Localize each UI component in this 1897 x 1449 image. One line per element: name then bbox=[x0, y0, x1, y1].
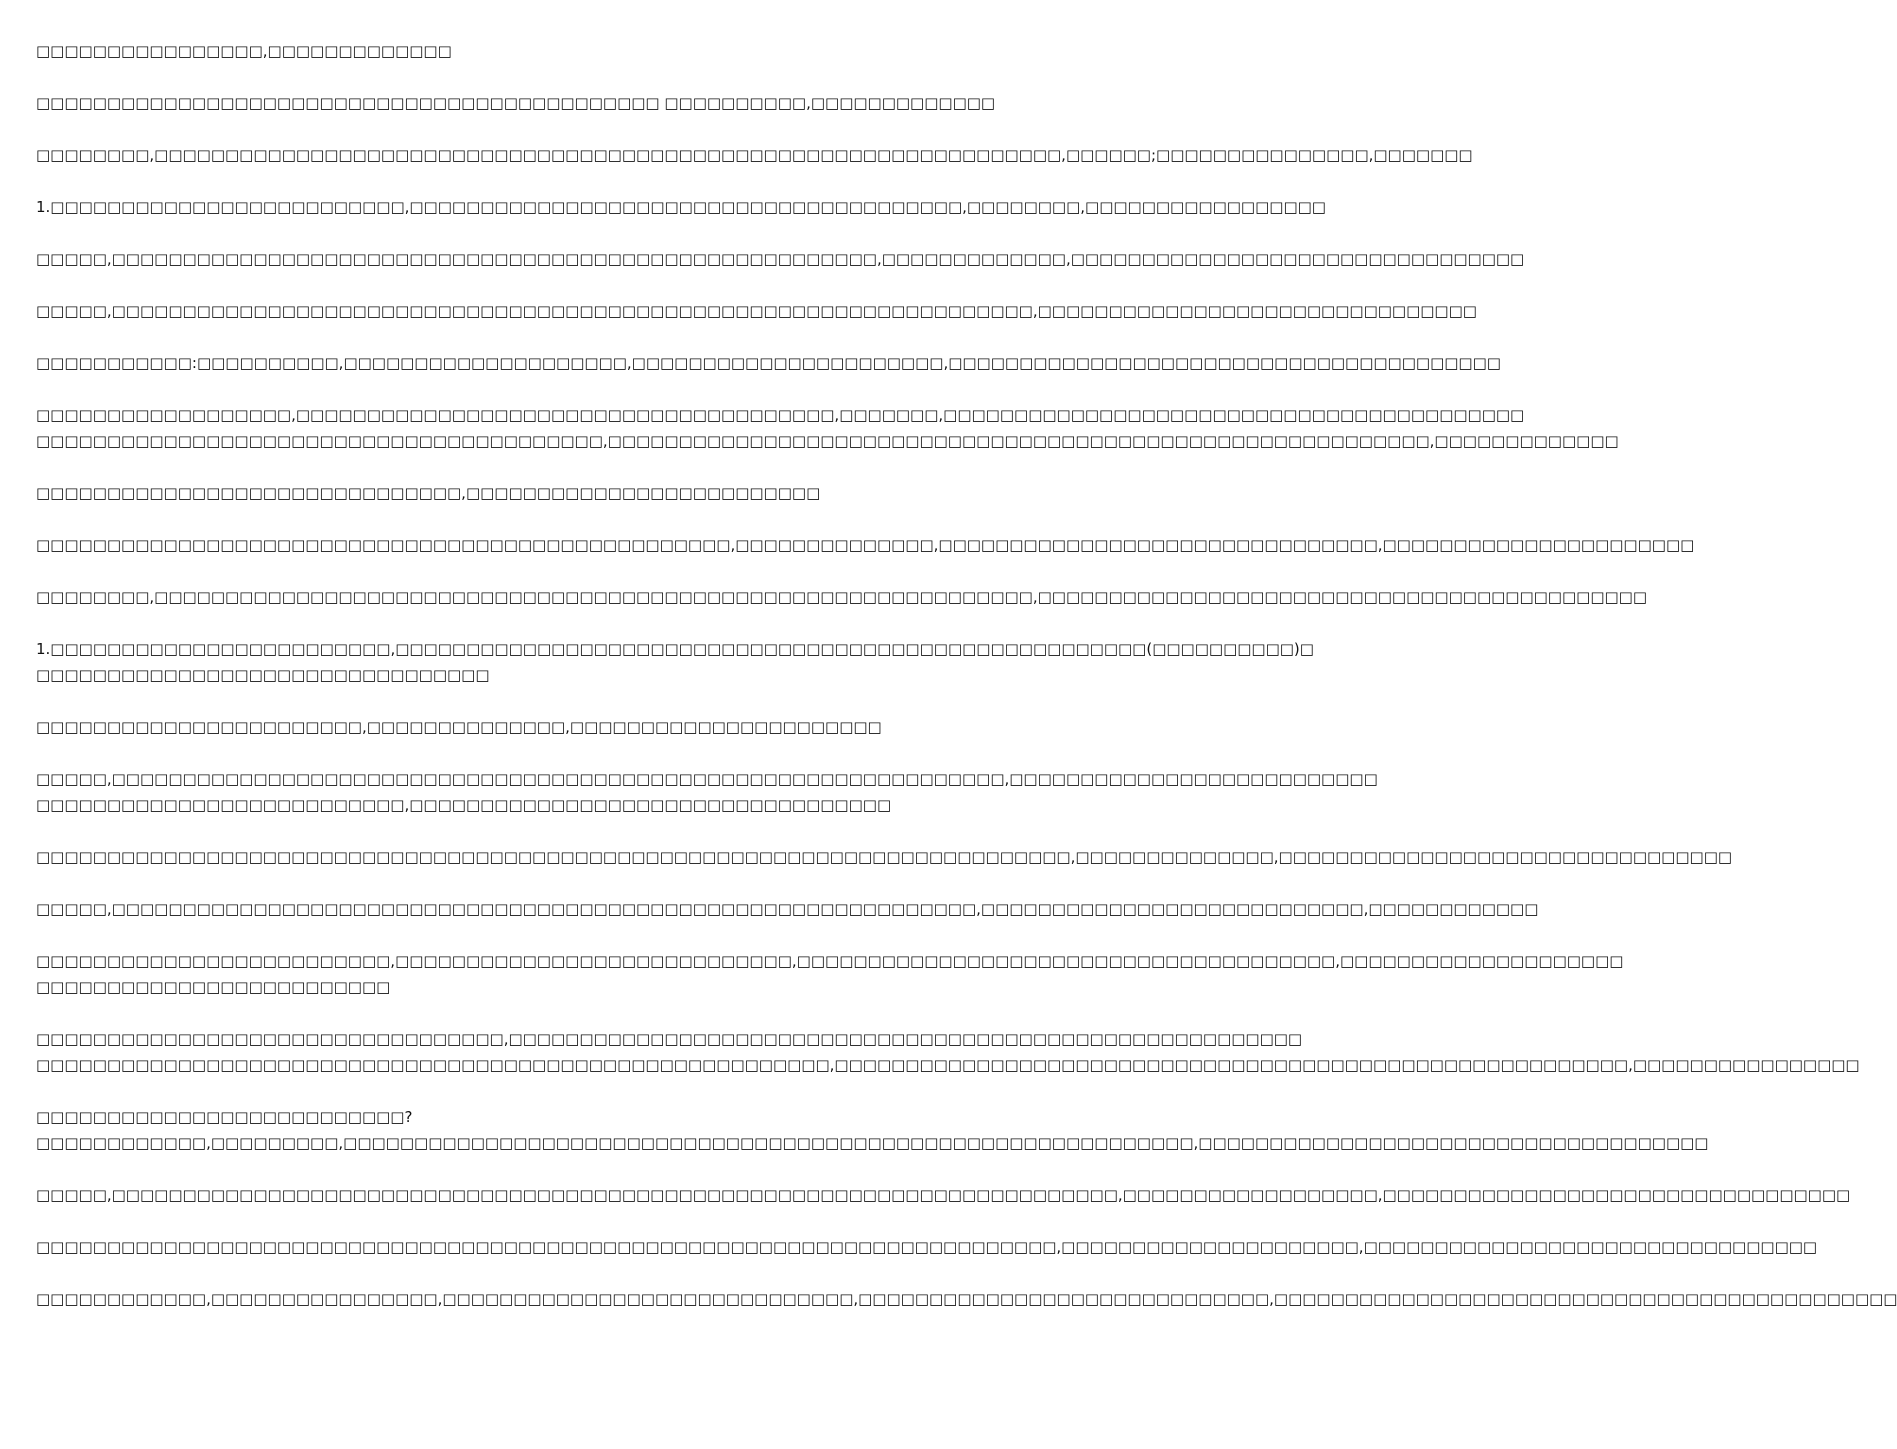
paragraph-line: □□□□□□□□□□□□□□□□□□□□□□□□□□□□□□□□□□□□□□□□,□□□□□□□□□□□□□□□□□□□□□□□□□□□□□□□□□□□□□□□□□□□□□□□□□□□□□□□□□□,□□□□□□□□□□□□□ bbox=[36, 432, 1619, 450]
paragraph-line: □□□□□□□□□□□□,□□□□□□□□□,□□□□□□□□□□□□□□□□□□□□□□□□□□□□□□□□□□□□□□□□□□□□□□□□□□□□□□□□□□□□,□□□□□□□□□□□□□□□□□□□□□□□□□□□□□□□□□□□□ bbox=[36, 1134, 1709, 1152]
paragraph-line: □□□□□□□□□□□□□□□□□□□□□□□□□□□□□□□□□□□□□□□□□□□□ □□□□□□□□□□,□□□□□□□□□□□□□ bbox=[36, 94, 996, 112]
paragraph bbox=[36, 636, 1314, 688]
paragraph-line: □□□□□□□□□□□□□□□□□□□□□□□□□□□□□□,□□□□□□□□□□□□□□□□□□□□□□□□□ bbox=[36, 484, 821, 502]
paragraph-line: □□□□□□□□□□□□□□□□□□□□□□□□□□□□□□□□□□□□□□□□□□□□□□□□□□□□□□□□□□□□□□□□□□□□□□□□,□□□□□□□□□□□□□□□□□□□□□,□□□□□□□□□□□□□□□□□□□□□□□□□□□□□□□□ bbox=[36, 1238, 1818, 1256]
paragraph-line: □□□□□□□□□□□□□□□□□□□□□□□,□□□□□□□□□□□□□□,□□□□□□□□□□□□□□□□□□□□□□ bbox=[36, 718, 882, 736]
paragraph bbox=[36, 298, 1477, 324]
paragraph-line: □□□□□,□□□□□□□□□□□□□□□□□□□□□□□□□□□□□□□□□□□□□□□□□□□□□□□□□□□□□□,□□□□□□□□□□□□□,□□□□□□□□□□□□□□□□□□□□□□□□□□□□□□□□ bbox=[36, 250, 1525, 268]
paragraph-line: □□□□□□□□□□□□□□□□□□□□□□□□□□□□□□□□□,□□□□□□□□□□□□□□□□□□□□□□□□□□□□□□□□□□□□□□□□□□□□□□□□□□□□□□□□ bbox=[36, 1030, 1303, 1048]
paragraph bbox=[36, 948, 1624, 1000]
paragraph-line: □□□□□□□□□□□:□□□□□□□□□□,□□□□□□□□□□□□□□□□□□□□,□□□□□□□□□□□□□□□□□□□□□□,□□□□□□□□□□□□□□□□□□□□□□□□□□□□□□□□□□□□□□□ bbox=[36, 354, 1501, 372]
paragraph-line: 1.□□□□□□□□□□□□□□□□□□□□□□□□□,□□□□□□□□□□□□□□□□□□□□□□□□□□□□□□□□□□□□□□□,□□□□□□□□,□□□□□□□□□□□□□□□□□ bbox=[36, 198, 1326, 216]
paragraph bbox=[36, 532, 1695, 558]
document-body bbox=[36, 38, 1897, 1312]
paragraph-line: □□□□□□□□□□□□□□□□□□□□□□□□□□□□□□□□□□□□□□□□□□□□□□□□□,□□□□□□□□□□□□□□,□□□□□□□□□□□□□□□□□□□□□□□□□□□□□□□,□□□□□□□□□□□□□□□□□□□□□□ bbox=[36, 536, 1695, 554]
paragraph-line: □□□□□□□□□□□□□□□□□□□□□□□□□□□□□□□□ bbox=[36, 666, 490, 684]
paragraph bbox=[36, 896, 1539, 922]
paragraph bbox=[36, 766, 1378, 818]
paragraph-line: □□□□□□□□□□□□□□□□□□□□□□□□□,□□□□□□□□□□□□□□□□□□□□□□□□□□□□,□□□□□□□□□□□□□□□□□□□□□□□□□□□□□□□□□□□□□□,□□□□□□□□□□□□□□□□□□□□ bbox=[36, 952, 1624, 970]
paragraph-line: □□□□□□□□□□□□□□□□□□□□□□□□□□? bbox=[36, 1108, 413, 1126]
paragraph bbox=[36, 350, 1501, 376]
paragraph bbox=[36, 402, 1619, 454]
paragraph bbox=[36, 38, 990, 64]
paragraph-line: 1.□□□□□□□□□□□□□□□□□□□□□□□□,□□□□□□□□□□□□□□□□□□□□□□□□□□□□□□□□□□□□□□□□□□□□□□□□□□□□□(□□□□□□□□□□)□ bbox=[36, 640, 1314, 658]
paragraph-line: □□□□□□□□□□□□□□□□□□□□□□□□□□□□□□□□□□□□□□□□□□□□□□□□□□□□□□□□□□□□□□□□□□□□□□□□□,□□□□□□□□□□□□□□,□□□□□□□□□□□□□□□□□□□□□□□□□□□□□□□□ bbox=[36, 848, 1733, 866]
paragraph bbox=[36, 584, 1648, 610]
paragraph bbox=[36, 480, 990, 506]
paragraph bbox=[36, 1286, 1897, 1312]
paragraph-line: □□□□□,□□□□□□□□□□□□□□□□□□□□□□□□□□□□□□□□□□□□□□□□□□□□□□□□□□□□□□□□□□□□□,□□□□□□□□□□□□□□□□□□□□□□□□□□□,□□□□□□□□□□□□ bbox=[36, 900, 1539, 918]
paragraph-line: □□□□□□□□□□□□□□□□□□□□□□□□□ bbox=[36, 978, 391, 996]
paragraph bbox=[36, 194, 1326, 220]
paragraph-line: □□□□□□□□□□□□□□□□□□□□□□□□□□□□□□□□□□□□□□□□□□□□□□□□□□□□□□□□,□□□□□□□□□□□□□□□□□□□□□□□□□□□□□□□□□□□□□□□□□□□□□□□□□□□□□□□□,□□□□□□□□□□□□□□□□ bbox=[36, 1056, 1860, 1074]
paragraph bbox=[36, 714, 990, 740]
paragraph bbox=[36, 90, 996, 116]
paragraph-line: □□□□□□□□□□□□□□□□,□□□□□□□□□□□□□ bbox=[36, 42, 452, 60]
paragraph-line: □□□□□□□□□□□□,□□□□□□□□□□□□□□□□,□□□□□□□□□□□□□□□□□□□□□□□□□□□□□,□□□□□□□□□□□□□□□□□□□□□□□□□□□□□,□□□□□□□□□□□□□□□□□□□□□□□□□□□□□□□□□□□□□□□□□□□□ bbox=[36, 1290, 1897, 1308]
paragraph bbox=[36, 844, 1733, 870]
paragraph bbox=[36, 246, 1525, 272]
paragraph-line: □□□□□,□□□□□□□□□□□□□□□□□□□□□□□□□□□□□□□□□□□□□□□□□□□□□□□□□□□□□□□□□□□□□□□□□□□□□□□,□□□□□□□□□□□□□□□□□□,□□□□□□□□□□□□□□□□□□□□□□□□□□□□□□□□□ bbox=[36, 1186, 1851, 1204]
paragraph-line: □□□□□□□□,□□□□□□□□□□□□□□□□□□□□□□□□□□□□□□□□□□□□□□□□□□□□□□□□□□□□□□□□□□□□□□,□□□□□□□□□□□□□□□□□□□□□□□□□□□□□□□□□□□□□□□□□□□ bbox=[36, 588, 1648, 606]
paragraph-line: □□□□□□□□,□□□□□□□□□□□□□□□□□□□□□□□□□□□□□□□□□□□□□□□□□□□□□□□□□□□□□□□□□□□□□□□□,□□□□□□;□□□□□□□□□□□□□□□,□□□□□□□ bbox=[36, 146, 1473, 164]
paragraph bbox=[36, 142, 1473, 168]
paragraph bbox=[36, 1026, 1860, 1078]
paragraph-line: □□□□□□□□□□□□□□□□□□□□□□□□□□,□□□□□□□□□□□□□□□□□□□□□□□□□□□□□□□□□□ bbox=[36, 796, 892, 814]
paragraph-line: □□□□□,□□□□□□□□□□□□□□□□□□□□□□□□□□□□□□□□□□□□□□□□□□□□□□□□□□□□□□□□□□□□□□□□□,□□□□□□□□□□□□□□□□□□□□□□□□□□□□□□□ bbox=[36, 302, 1477, 320]
paragraph bbox=[36, 1234, 1818, 1260]
paragraph bbox=[36, 1104, 1709, 1156]
paragraph bbox=[36, 1182, 1851, 1208]
paragraph-line: □□□□□□□□□□□□□□□□□□,□□□□□□□□□□□□□□□□□□□□□□□□□□□□□□□□□□□□□□,□□□□□□□,□□□□□□□□□□□□□□□□□□□□□□□□□□□□□□□□□□□□□□□□□ bbox=[36, 406, 1525, 424]
paragraph-line: □□□□□,□□□□□□□□□□□□□□□□□□□□□□□□□□□□□□□□□□□□□□□□□□□□□□□□□□□□□□□□□□□□□□□,□□□□□□□□□□□□□□□□□□□□□□□□□□ bbox=[36, 770, 1378, 788]
